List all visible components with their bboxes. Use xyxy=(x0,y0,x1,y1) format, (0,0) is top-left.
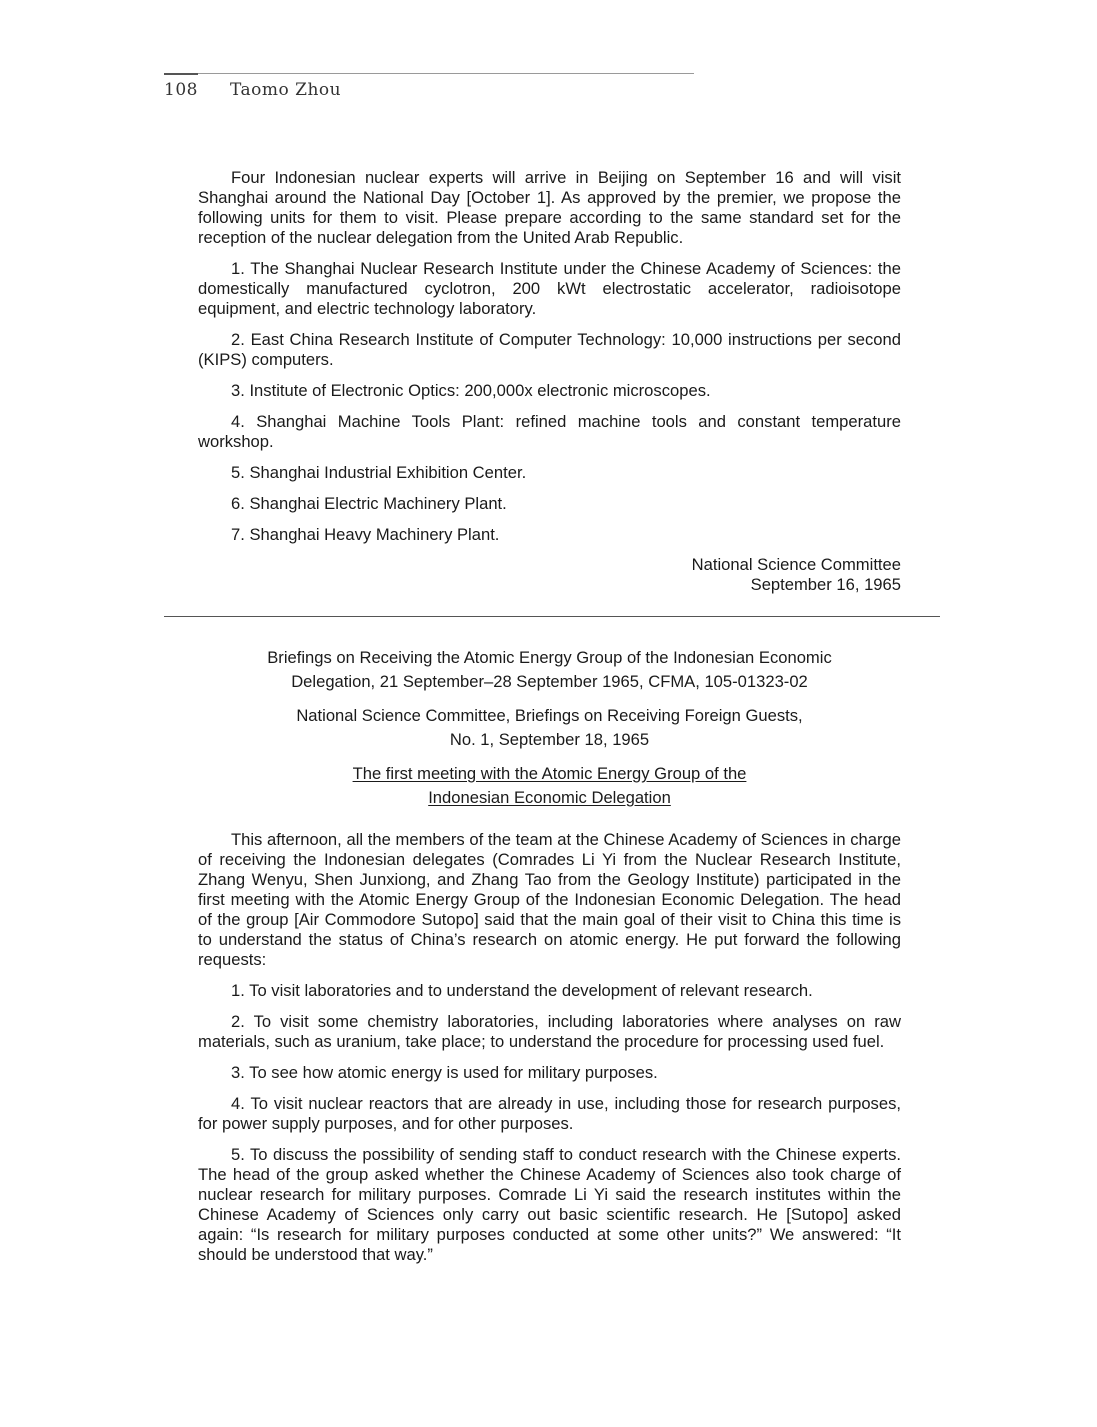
briefing-intro-paragraph: This afternoon, all the members of the team at the Chinese Academy of Sciences in charge of receiving the Indonesian delegates (Comrades Li Yi from the Nuclear Research Institute, Zhang Wenyu, Shen Junxiong, and Zhang Tao from the Geology Institute) participated in the first meeting with the Atomic Energy Group of the Indonesian Economic Delegation. The head of the group [Air Commodore Sutopo] said that the main goal of their visit to China this time is to understand the status of China’s research on atomic energy. He put forward the following requests: xyxy=(198,830,901,969)
running-head-rule xyxy=(164,73,694,74)
signature-date: September 16, 1965 xyxy=(750,575,901,594)
briefing-request-3: 3. To see how atomic energy is used for military purposes. xyxy=(231,1063,658,1082)
briefing-request-1: 1. To visit laboratories and to understand the development of relevant research. xyxy=(231,981,813,1000)
briefing-request-5: 5. To discuss the possibility of sending staff to conduct research with the Chinese experts. The head of the group asked whether the Chinese Academy of Sciences also took charge of nuclear research for military purposes. Comrade Li Yi said the research institutes within the Chinese Academy of Sciences only carry out basic scientific research. He [Sutopo] asked again: “Is research for military purposes conducted at some other units?” We answered: “It should be understood that way.” xyxy=(198,1145,901,1264)
briefing-source-line-1: Briefings on Receiving the Atomic Energy Group of the Indonesian Economic xyxy=(267,648,832,667)
briefing-body xyxy=(198,830,901,1265)
briefing-title-line-1: The first meeting with the Atomic Energy Group of the xyxy=(352,764,747,783)
running-head-author: Taomo Zhou xyxy=(230,80,342,100)
briefing-source xyxy=(198,646,901,694)
page-number: 108 xyxy=(164,80,198,100)
briefing-request-4: 4. To visit nuclear reactors that are already in use, including those for research purposes, for power supply purposes, and for other purposes. xyxy=(198,1094,901,1133)
running-head-rule-accent xyxy=(164,73,198,75)
letter-item-2: 2. East China Research Institute of Computer Technology: 10,000 instructions per second (KIPS) computers. xyxy=(198,330,901,369)
signature-organization: National Science Committee xyxy=(691,555,901,574)
letter-item-6: 6. Shanghai Electric Machinery Plant. xyxy=(231,494,507,513)
letter-item-1: 1. The Shanghai Nuclear Research Institute under the Chinese Academy of Sciences: the domestically manufactured cyclotron, 200 kWt electrostatic accelerator, radioisotope equipment, and electric technology laboratory. xyxy=(198,259,901,318)
section-divider xyxy=(164,616,940,617)
letter-item-5: 5. Shanghai Industrial Exhibition Center. xyxy=(231,463,527,482)
letter-intro-paragraph: Four Indonesian nuclear experts will arrive in Beijing on September 16 and will visit Shanghai around the National Day [October 1]. As approved by the premier, we propose the following units for them to visit. Please prepare according to the same standard set for the reception of the nuclear delegation from the United Arab Republic. xyxy=(198,168,901,247)
letter-signature xyxy=(501,555,901,595)
briefing-issuer xyxy=(198,704,901,752)
running-head xyxy=(164,76,694,104)
briefing-request-2: 2. To visit some chemistry laboratories, including laboratories where analyses on raw materials, such as uranium, take place; to understand the procedure for processing used fuel. xyxy=(198,1012,901,1051)
briefing-issuer-line-2: No. 1, September 18, 1965 xyxy=(449,730,650,749)
letter-item-7: 7. Shanghai Heavy Machinery Plant. xyxy=(231,525,500,544)
briefing-title-line-2: Indonesian Economic Delegation xyxy=(428,788,671,807)
letter-item-3: 3. Institute of Electronic Optics: 200,000x electronic microscopes. xyxy=(231,381,711,400)
briefing-issuer-line-1: National Science Committee, Briefings on Receiving Foreign Guests, xyxy=(296,706,803,725)
briefing-source-line-2: Delegation, 21 September–28 September 1965, CFMA, 105-01323-02 xyxy=(291,672,808,691)
letter-item-4: 4. Shanghai Machine Tools Plant: refined machine tools and constant temperature workshop. xyxy=(198,412,901,451)
letter-body xyxy=(198,168,901,545)
briefing-title xyxy=(198,762,901,810)
